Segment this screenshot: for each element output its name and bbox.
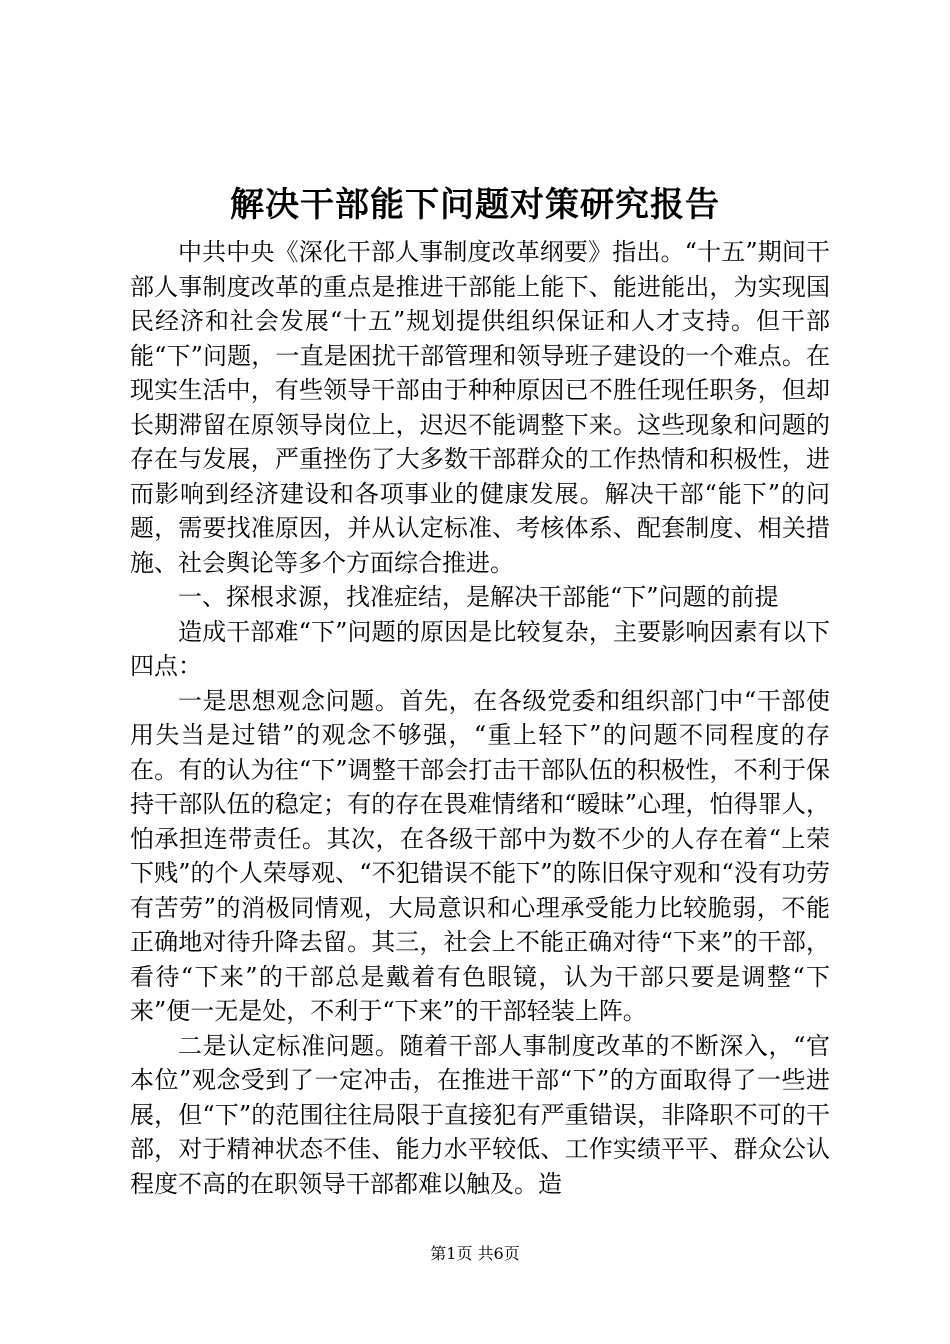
page-number-footer: 第1页 共6页: [430, 1244, 520, 1263]
paragraph-standard-issue: 二是认定标准问题。随着干部人事制度改革的不断深入，“官本位”观念受到了一定冲击，在推进干部“下”的方面取得了一些进展，但“下”的范围往往局限于直接犯有严重错误，非降职不可的干部，对于精神状态不佳、能力水平较低、工作实绩平平、群众公认程度不高的在职领导干部都难以触及。造: [130, 1031, 830, 1198]
document-body: [130, 235, 830, 1201]
paragraph-causes-intro: 造成干部难“下”问题的原因是比较复杂，主要影响因素有以下四点：: [130, 617, 830, 680]
section-heading-1: 一、探根求源，找准症结，是解决干部能“下”问题的前提: [178, 583, 779, 611]
document-title: 解决干部能下问题对策研究报告: [230, 185, 720, 225]
paragraph-thinking-issue: 一是思想观念问题。首先，在各级党委和组织部门中“干部使用失当是过错”的观念不够强，“重上轻下”的问题不同程度的存在。有的认为往“下”调整干部会打击干部队伍的积极性，不利于保持干部队伍的稳定；有的存在畏难情绪和“暧昧”心理，怕得罪人，怕承担连带责任。其次，在各级干部中为数不少的人存在着“上荣下贱”的个人荣辱观、“不犯错误不能下”的陈旧保守观和“没有功劳有苦劳”的消极同情观，大局意识和心理承受能力比较脆弱，不能正确地对待升降去留。其三，社会上不能正确对待“下来”的干部，看待“下来”的干部总是戴着有色眼镜，认为干部只要是调整“下来”便一无是处，不利于“下来”的干部轻装上阵。: [130, 686, 830, 1025]
paragraph-intro: 中共中央《深化干部人事制度改革纲要》指出。“十五”期间干部人事制度改革的重点是推进干部能上能下、能进能出，为实现国民经济和社会发展“十五”规划提供组织保证和人才支持。但干部能“下”问题，一直是困扰干部管理和领导班子建设的一个难点。在现实生活中，有些领导干部由于种种原因已不胜任现任职务，但却长期滞留在原领导岗位上，迟迟不能调整下来。这些现象和问题的存在与发展，严重挫伤了大多数干部群众的工作热情和积极性，进而影响到经济建设和各项事业的健康发展。解决干部“能下”的问题，需要找准原因，并从认定标准、考核体系、配套制度、相关措施、社会舆论等多个方面综合推进。: [130, 238, 830, 577]
